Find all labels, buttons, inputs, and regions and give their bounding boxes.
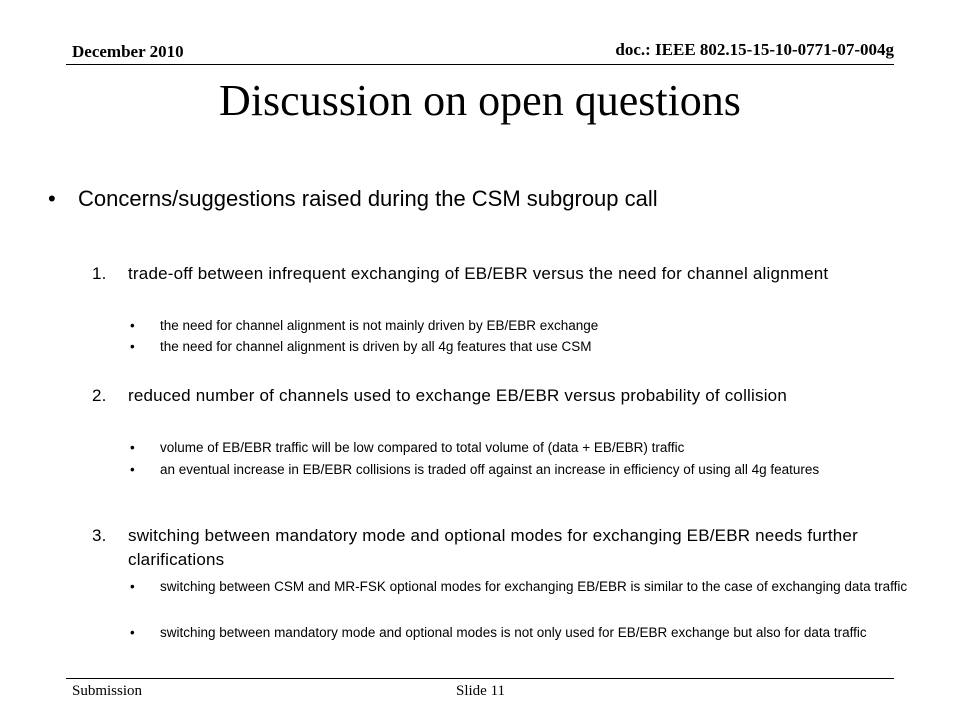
header-doc-id: doc.: IEEE 802.15-15-10-0771-07-004g [615, 40, 894, 59]
sub-bullet-text: volume of EB/EBR traffic will be low compared to total volume of (data + EB/EBR) traffic [160, 440, 685, 455]
bullet-icon: • [130, 579, 135, 594]
sub-bullet-text: switching between CSM and MR-FSK optional modes for exchanging EB/EBR is similar to the case of exchanging data traffic [160, 579, 908, 594]
sub-bullet [130, 578, 925, 596]
footer-slide-number: Slide 11 [456, 683, 506, 699]
item-text: switching between mandatory mode and optional modes for exchanging EB/EBR needs further clarifications [128, 526, 858, 569]
footer-submission: Submission [72, 683, 143, 699]
bullet-icon: • [130, 462, 135, 477]
sub-bullet-text: the need for channel alignment is not mainly driven by EB/EBR exchange [160, 318, 599, 333]
sub-bullet [130, 461, 925, 479]
sub-bullet [130, 624, 925, 642]
item-number: 1. [92, 264, 107, 283]
sub-bullet [130, 338, 925, 356]
numbered-item-3 [92, 524, 908, 572]
bullet-icon: • [130, 625, 135, 640]
slide-title: Discussion on open questions [219, 76, 741, 125]
bullet-icon: • [130, 339, 135, 354]
main-bullet-text: Concerns/suggestions raised during the CSM subgroup call [78, 186, 658, 211]
item-number: 2. [92, 386, 107, 405]
numbered-item-1 [92, 262, 908, 286]
bullet-icon: • [130, 318, 135, 333]
header-divider [66, 64, 894, 65]
item-number: 3. [92, 526, 107, 545]
bullet-icon: • [130, 440, 135, 455]
sub-bullet-text: an eventual increase in EB/EBR collisions is traded off against an increase in efficiency of using all 4g features [160, 462, 820, 477]
main-bullet [48, 184, 918, 214]
numbered-item-2 [92, 384, 908, 408]
sub-bullet-text: the need for channel alignment is driven by all 4g features that use CSM [160, 339, 592, 354]
sub-bullet [130, 439, 925, 457]
bullet-icon: • [48, 186, 56, 211]
header-date: December 2010 [72, 42, 184, 61]
item-text: trade-off between infrequent exchanging of EB/EBR versus the need for channel alignment [128, 264, 829, 283]
item-text: reduced number of channels used to exchange EB/EBR versus probability of collision [128, 386, 787, 405]
sub-bullet-text: switching between mandatory mode and optional modes is not only used for EB/EBR exchange but also for data traffic [160, 625, 867, 640]
sub-bullet [130, 317, 925, 335]
footer-divider [66, 678, 894, 679]
